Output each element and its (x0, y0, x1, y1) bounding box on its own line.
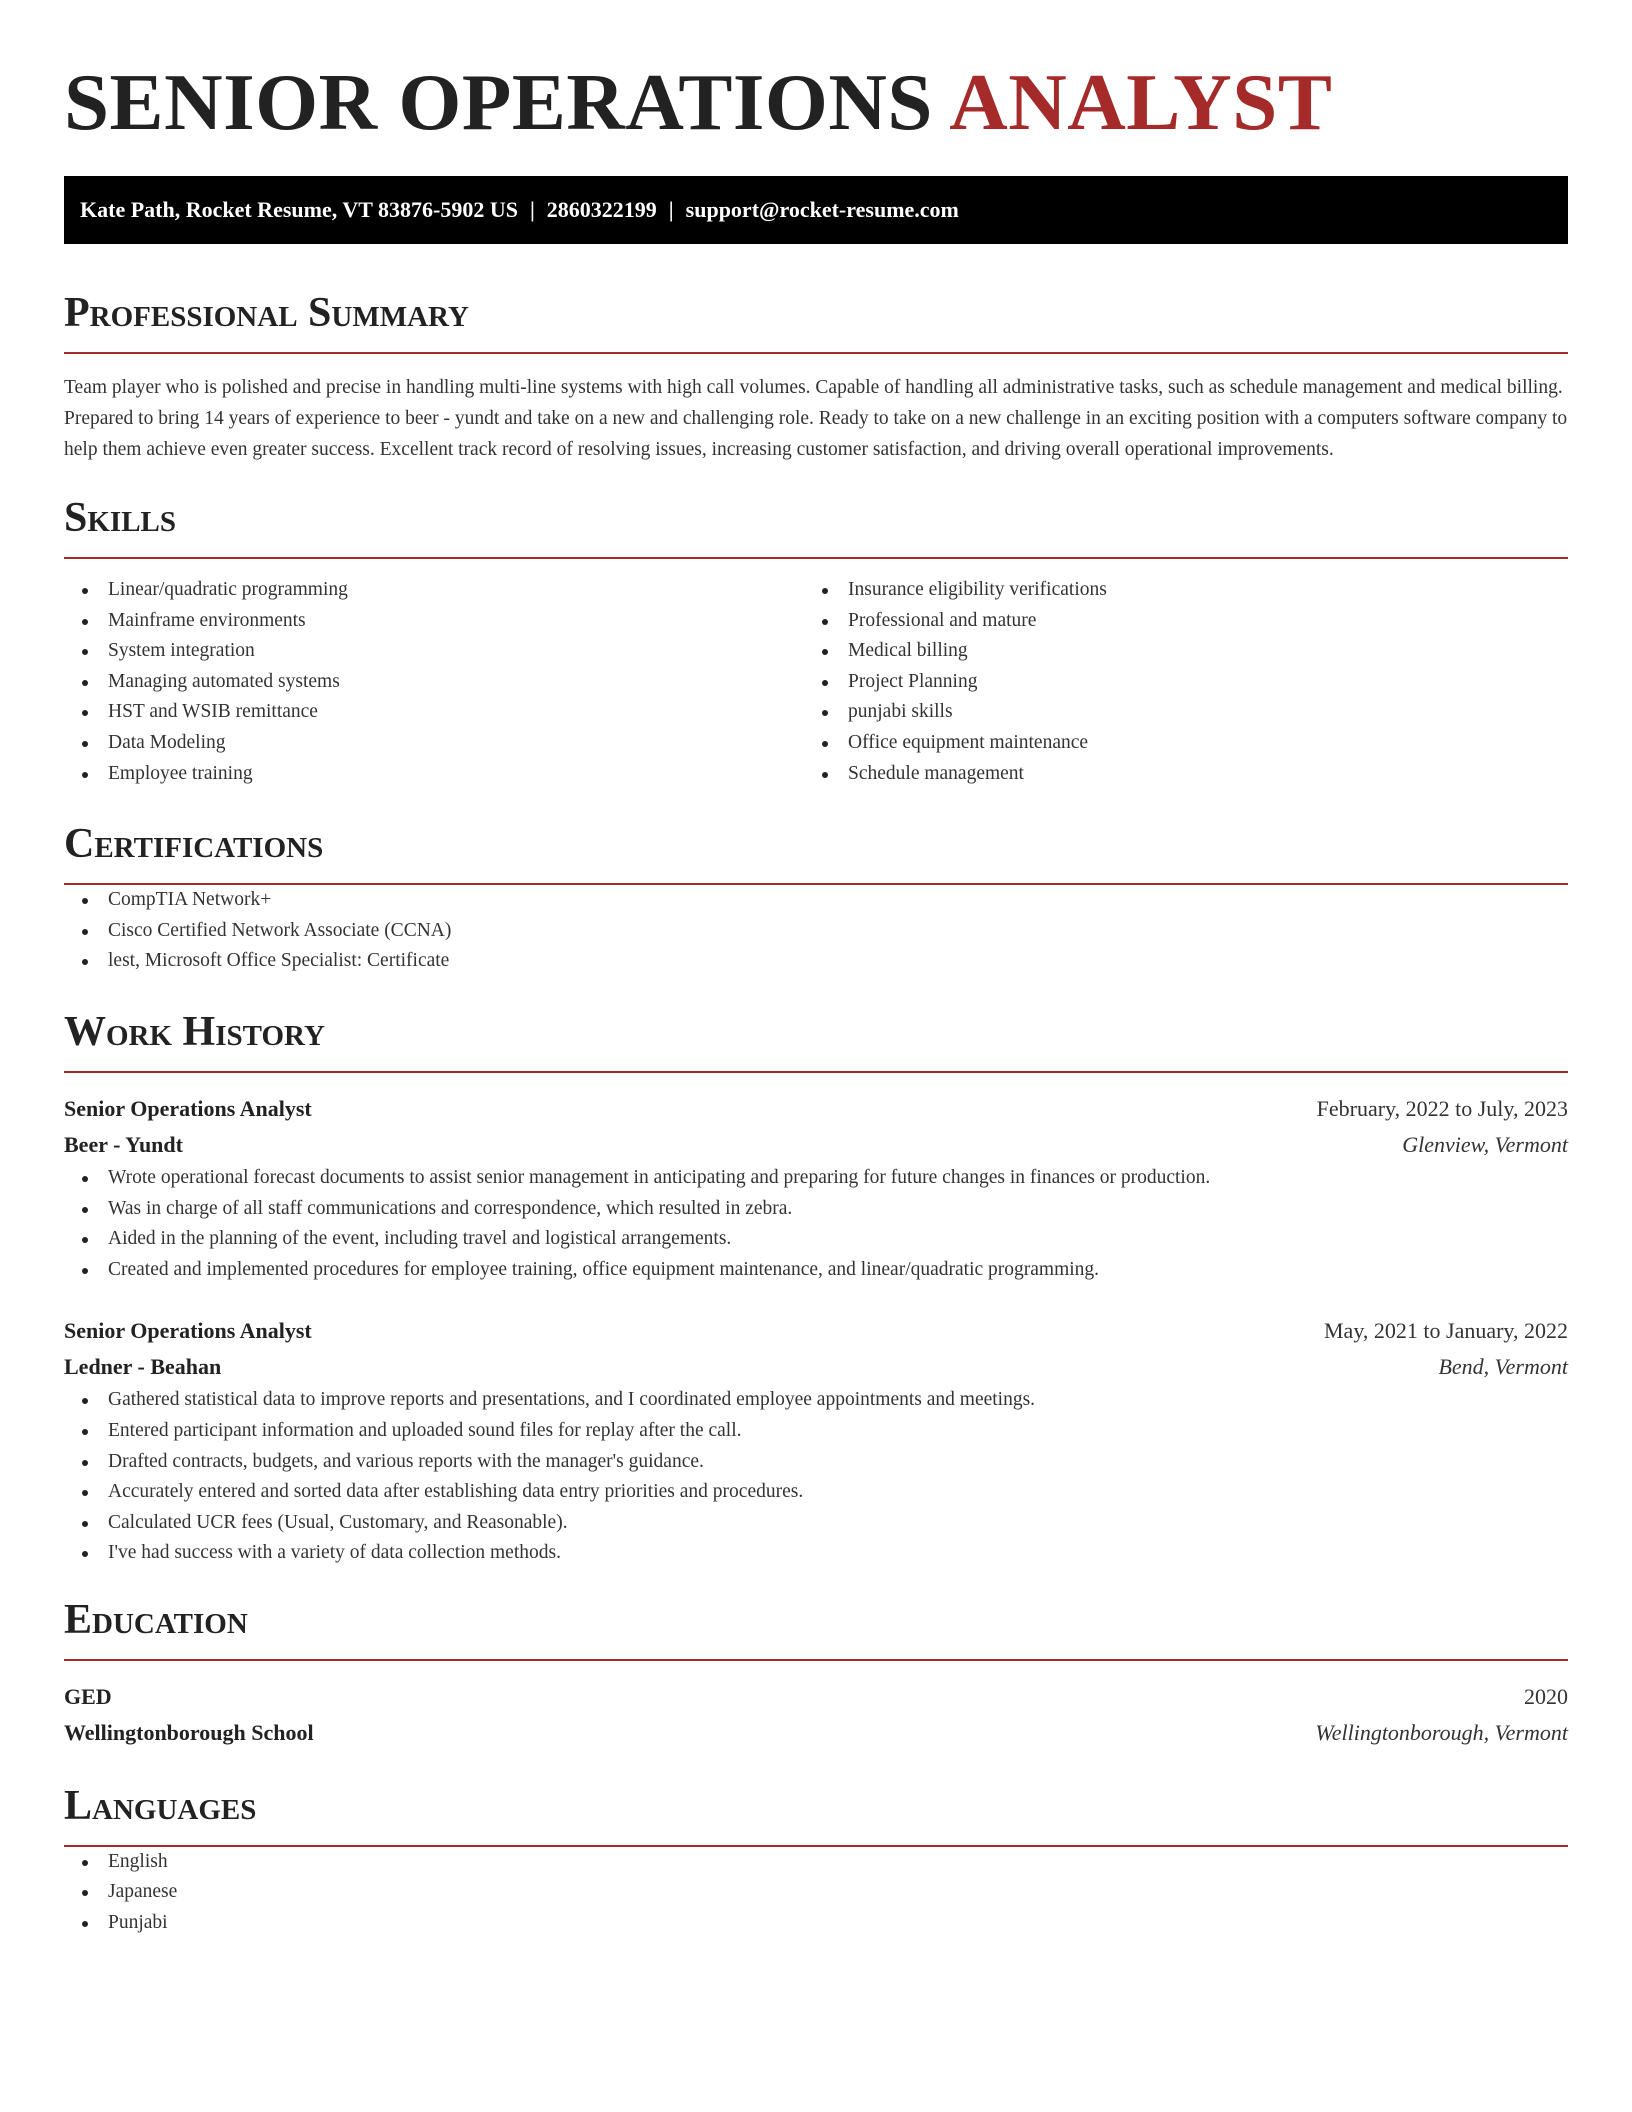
skill-item: Project Planning (804, 667, 1544, 698)
skill-item: punjabi skills (804, 697, 1544, 728)
summary-text: Team player who is polished and precise in handling multi-line systems with high call volumes. Capable of handling all administrative tasks, such as schedule management and medical billing. Prepared to bring 14 years of experience to beer - yundt and take on a new and challenging role. Ready to take on a new challenge in an exciting position with a computers software company to help them achieve even greater success. Excellent track record of resolving issues, increasing customer satisfaction, and driving overall operational improvements. (64, 377, 1568, 460)
work-history-section (64, 1007, 1568, 1569)
languages-heading: Languages (64, 1782, 257, 1829)
education-location: Wellingtonborough, Vermont (1315, 1719, 1568, 1745)
languages-section (64, 1781, 1568, 1939)
skill-item: Employee training (64, 759, 804, 790)
education-degree: GED (64, 1683, 112, 1709)
job-bullet: Created and implemented procedures for employee training, office equipment maintenance, and linear/quadratic programming. (64, 1255, 1568, 1286)
skill-item: Managing automated systems (64, 667, 804, 698)
contact-phone: 2860322199 (546, 197, 657, 222)
languages-list (64, 1847, 1568, 1939)
education-entry (64, 1679, 1568, 1751)
resume-title (64, 0, 1568, 152)
skill-item: System integration (64, 636, 804, 667)
job-bullet: Calculated UCR fees (Usual, Customary, and Reasonable). (64, 1508, 1568, 1539)
job-company: Ledner - Beahan (64, 1354, 222, 1380)
skill-item: Data Modeling (64, 728, 804, 759)
section-divider (64, 557, 1568, 559)
contact-email[interactable]: support@rocket-resume.com (685, 197, 959, 222)
job-bullet: Gathered statistical data to improve reports and presentations, and I coordinated employee appointments and meetings. (64, 1385, 1568, 1416)
job-bullet: Was in charge of all staff communications and correspondence, which resulted in zebra. (64, 1194, 1568, 1225)
job-bullet: Entered participant information and uploaded sound files for replay after the call. (64, 1416, 1568, 1447)
job-company-row (64, 1349, 1568, 1385)
contact-separator: | (529, 197, 535, 222)
summary-heading: Professional Summary (64, 290, 469, 336)
education-school: Wellingtonborough School (64, 1719, 314, 1745)
job-dates: May, 2021 to January, 2022 (1324, 1318, 1568, 1344)
work-history-heading: Work History (64, 1008, 325, 1055)
job-location: Bend, Vermont (1438, 1354, 1568, 1380)
education-section (64, 1595, 1568, 1751)
section-divider (64, 352, 1568, 354)
skill-item: Insurance eligibility verifications (804, 575, 1544, 606)
education-year: 2020 (1524, 1683, 1568, 1709)
certification-item: lest, Microsoft Office Specialist: Certificate (64, 946, 1568, 977)
job-company: Beer - Yundt (64, 1131, 183, 1157)
title-main: SENIOR OPERATIONS (64, 57, 933, 147)
skills-grid (64, 575, 1568, 789)
title-accent: ANALYST (949, 57, 1333, 147)
job-bullets (64, 1163, 1568, 1285)
certification-item: Cisco Certified Network Associate (CCNA) (64, 916, 1568, 947)
language-item: Japanese (64, 1877, 1568, 1908)
skill-item: HST and WSIB remittance (64, 697, 804, 728)
skill-item: Linear/quadratic programming (64, 575, 804, 606)
education-school-row (64, 1715, 1568, 1751)
language-item: English (64, 1847, 1568, 1878)
summary-section (64, 288, 1568, 465)
job-title: Senior Operations Analyst (64, 1095, 312, 1121)
skills-section (64, 493, 1568, 789)
certifications-heading: Certifications (64, 821, 324, 868)
job-bullet: Accurately entered and sorted data after establishing data entry priorities and procedures. (64, 1477, 1568, 1508)
job-header-row (64, 1313, 1568, 1349)
job-entry (64, 1313, 1568, 1569)
job-title: Senior Operations Analyst (64, 1318, 312, 1344)
skill-item: Office equipment maintenance (804, 728, 1544, 759)
job-dates: February, 2022 to July, 2023 (1316, 1095, 1568, 1121)
job-header-row (64, 1091, 1568, 1127)
certifications-list (64, 885, 1568, 977)
certifications-section (64, 819, 1568, 977)
job-bullet: Drafted contracts, budgets, and various reports with the manager's guidance. (64, 1447, 1568, 1478)
section-divider (64, 1071, 1568, 1073)
job-bullets (64, 1385, 1568, 1569)
section-divider (64, 1659, 1568, 1661)
job-bullet: Aided in the planning of the event, including travel and logistical arrangements. (64, 1224, 1568, 1255)
job-company-row (64, 1127, 1568, 1163)
skill-item: Schedule management (804, 759, 1544, 790)
education-heading: Education (64, 1596, 248, 1643)
language-item: Punjabi (64, 1908, 1568, 1939)
job-bullet: Wrote operational forecast documents to assist senior management in anticipating and preparing for future changes in finances or production. (64, 1163, 1568, 1194)
skills-list-left (64, 575, 804, 789)
job-location: Glenview, Vermont (1402, 1131, 1568, 1157)
education-degree-row (64, 1679, 1568, 1715)
contact-bar (64, 176, 1568, 244)
job-entry (64, 1091, 1568, 1285)
skill-item: Mainframe environments (64, 606, 804, 637)
contact-separator: | (668, 197, 674, 222)
skill-item: Professional and mature (804, 606, 1544, 637)
skill-item: Medical billing (804, 636, 1544, 667)
job-bullet: I've had success with a variety of data collection methods. (64, 1538, 1568, 1569)
skills-heading: Skills (64, 495, 177, 541)
certification-item: CompTIA Network+ (64, 885, 1568, 916)
skills-list-right (804, 575, 1544, 789)
resume-content (64, 0, 1568, 1939)
contact-address: Kate Path, Rocket Resume, VT 83876-5902 US (80, 197, 518, 222)
